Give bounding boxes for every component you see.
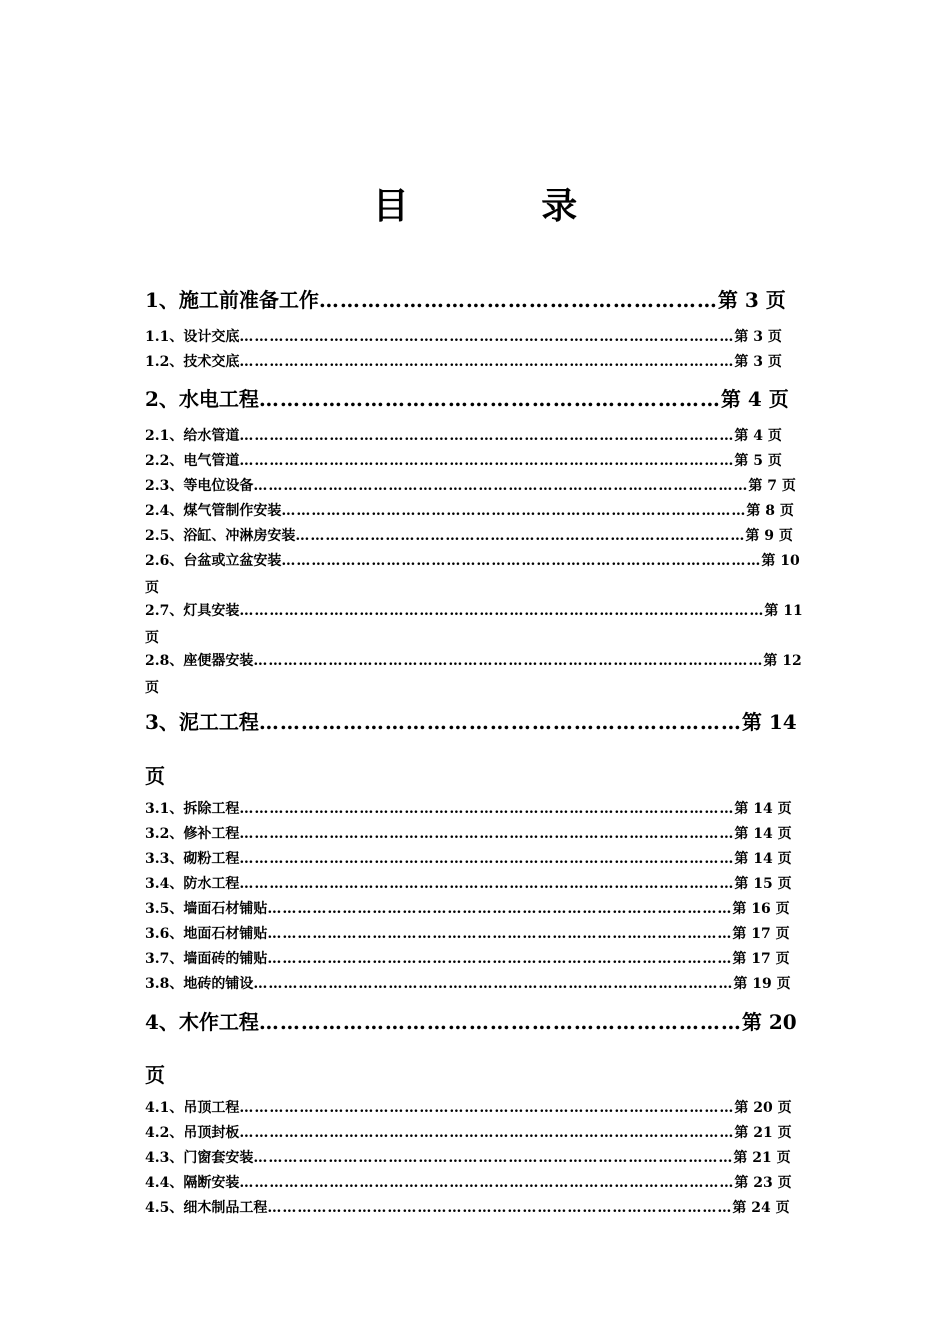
toc-entry-page-wrap: 页 — [145, 630, 159, 646]
toc-entry[interactable] — [145, 525, 800, 547]
toc-entry-page: 第 7 页 — [748, 478, 796, 494]
toc-entry-page: 第 14 页 — [734, 851, 792, 867]
dot-leader: ……………………………………………………………………………………… — [239, 826, 735, 842]
toc-entry-page: 第 21 页 — [733, 1150, 791, 1166]
toc-entry-label: 3.1、拆除工程 — [145, 801, 240, 817]
toc-entry-page: 第 17 页 — [732, 926, 790, 942]
toc-entry-label: 3.7、墙面砖的铺贴 — [145, 951, 268, 967]
toc-entry[interactable] — [145, 898, 800, 920]
toc-entry-page: 第 17 页 — [732, 951, 790, 967]
toc-entry-label: 2.5、浴缸、冲淋房安装 — [145, 528, 296, 544]
toc-entry-label: 4、木作工程 — [145, 1010, 259, 1034]
toc-entry-page: 第 9 页 — [745, 528, 793, 544]
toc-entry-page-wrap: 页 — [145, 580, 159, 596]
toc-entry-label: 3.6、地面石材铺贴 — [145, 926, 268, 942]
toc-entry-label: 2.2、电气管道 — [145, 453, 240, 469]
dot-leader: ……………………………………………………………………………………… — [239, 354, 735, 370]
toc-entry-page: 第 3 页 — [717, 288, 786, 312]
toc-entry-label: 1、施工前准备工作 — [145, 288, 319, 312]
dot-leader: ……………………………………………………………………………………… — [239, 801, 735, 817]
toc-entry[interactable] — [145, 550, 807, 572]
toc-entry-label: 2.3、等电位设备 — [145, 478, 254, 494]
toc-entry[interactable] — [145, 1097, 800, 1119]
dot-leader: ……………………………………………………………………………………… — [239, 1100, 735, 1116]
toc-entry-label: 2、水电工程 — [145, 387, 259, 411]
toc-entry-page: 第 20 — [741, 1010, 797, 1034]
dot-leader: ……………………………………………………………………………………… — [253, 478, 749, 494]
toc-entry-page: 第 3 页 — [734, 354, 782, 370]
toc-entry-label: 4.4、隔断安装 — [145, 1175, 240, 1191]
toc-entry[interactable] — [145, 948, 800, 970]
toc-entry-page: 第 21 页 — [734, 1125, 792, 1141]
toc-entry[interactable] — [145, 285, 800, 315]
toc-entry[interactable] — [145, 1172, 800, 1194]
dot-leader: ………………………………………………………… — [258, 387, 721, 411]
dot-leader: …………………………………………………………………………………… — [281, 553, 762, 569]
toc-entry-page-wrap: 页 — [145, 680, 159, 696]
toc-entry-label: 3.8、地砖的铺设 — [145, 976, 254, 992]
dot-leader: ……………………………………………………………………………………… — [239, 876, 735, 892]
toc-entry-page: 第 14 — [741, 710, 797, 734]
toc-entry-page: 第 3 页 — [734, 329, 782, 345]
toc-entry-page: 第 24 页 — [732, 1200, 790, 1216]
toc-entry-label: 3、泥工工程 — [145, 710, 259, 734]
toc-entry-label: 2.4、煤气管制作安装 — [145, 503, 282, 519]
toc-entry-page: 第 19 页 — [733, 976, 791, 992]
toc-entry[interactable] — [145, 1007, 807, 1037]
toc-entry-label: 3.4、防水工程 — [145, 876, 240, 892]
toc-entry[interactable] — [145, 1197, 800, 1219]
toc-entry-label: 3.3、砌粉工程 — [145, 851, 240, 867]
toc-entry-page: 第 11 — [764, 603, 803, 619]
dot-leader: ………………………………………………… — [318, 288, 718, 312]
toc-entry[interactable] — [145, 425, 800, 447]
dot-leader: …………………………………………………………………………………… — [253, 1150, 734, 1166]
toc-entry-label: 3.2、修补工程 — [145, 826, 240, 842]
toc-entry[interactable] — [145, 973, 800, 995]
toc-entry-page: 第 14 页 — [734, 826, 792, 842]
toc-entry[interactable] — [145, 650, 807, 672]
toc-entry[interactable] — [145, 450, 800, 472]
toc-entry[interactable] — [145, 823, 800, 845]
toc-entry-page: 第 4 页 — [720, 387, 789, 411]
dot-leader: ……………………………………………………………………………………… — [239, 1125, 735, 1141]
toc-entry[interactable] — [145, 707, 807, 737]
toc-entry-label: 3.5、墙面石材铺贴 — [145, 901, 268, 917]
toc-entry[interactable] — [145, 848, 800, 870]
dot-leader: ……………………………………………………………………………… — [295, 528, 746, 544]
toc-entry[interactable] — [145, 326, 800, 348]
toc-entry[interactable] — [145, 1122, 800, 1144]
toc-entry[interactable] — [145, 923, 800, 945]
toc-entry-label: 1.1、设计交底 — [145, 329, 240, 345]
toc-entry-page: 第 14 页 — [734, 801, 792, 817]
dot-leader: ……………………………………………………………………………………… — [239, 453, 735, 469]
toc-entry-label: 2.6、台盆或立盆安装 — [145, 553, 282, 569]
toc-entry-label: 2.1、给水管道 — [145, 428, 240, 444]
toc-entry-page: 第 10 — [761, 553, 800, 569]
dot-leader: ………………………………………………………………………………… — [281, 503, 747, 519]
toc-entry[interactable] — [145, 475, 800, 497]
toc-entry[interactable] — [145, 600, 807, 622]
page-title: 目 录 — [372, 185, 638, 227]
toc-entry-page: 第 23 页 — [734, 1175, 792, 1191]
dot-leader: ……………………………………………………………………………………… — [239, 851, 735, 867]
toc-entry-page: 第 12 — [763, 653, 802, 669]
toc-entry-label: 1.2、技术交底 — [145, 354, 240, 370]
toc-entry-label: 4.5、细木制品工程 — [145, 1200, 268, 1216]
dot-leader: ………………………………………………………………………………… — [267, 901, 733, 917]
dot-leader: …………………………………………………………… — [258, 710, 742, 734]
dot-leader: …………………………………………………………………………………………… — [239, 603, 765, 619]
dot-leader: …………………………………………………………………………………… — [253, 976, 734, 992]
toc-entry-label: 4.2、吊顶封板 — [145, 1125, 240, 1141]
toc-entry-page: 第 5 页 — [734, 453, 782, 469]
dot-leader: ………………………………………………………………………………… — [267, 1200, 733, 1216]
dot-leader: ……………………………………………………………………………………… — [239, 428, 735, 444]
toc-entry[interactable] — [145, 1147, 800, 1169]
toc-entry-label: 2.8、座便器安装 — [145, 653, 254, 669]
dot-leader: ………………………………………………………………………………… — [267, 926, 733, 942]
toc-entry[interactable] — [145, 384, 800, 414]
dot-leader: …………………………………………………………… — [258, 1010, 742, 1034]
toc-entry-page: 第 20 页 — [734, 1100, 792, 1116]
toc-entry-page: 第 15 页 — [734, 876, 792, 892]
dot-leader: ………………………………………………………………………………… — [267, 951, 733, 967]
toc-entry[interactable] — [145, 351, 800, 373]
toc-entry-page-wrap: 页 — [145, 1063, 165, 1087]
dot-leader: ……………………………………………………………………………………… — [239, 329, 735, 345]
toc-entry-label: 4.3、门窗套安装 — [145, 1150, 254, 1166]
toc-entry[interactable] — [145, 798, 800, 820]
toc-entry[interactable] — [145, 500, 800, 522]
toc-entry-label: 4.1、吊顶工程 — [145, 1100, 240, 1116]
toc-entry-page-wrap: 页 — [145, 764, 165, 788]
dot-leader: ………………………………………………………………………………………… — [253, 653, 764, 669]
toc-entry-page: 第 8 页 — [746, 503, 794, 519]
toc-entry[interactable] — [145, 873, 800, 895]
toc-entry-label: 2.7、灯具安装 — [145, 603, 240, 619]
toc-entry-page: 第 4 页 — [734, 428, 782, 444]
toc-entry-page: 第 16 页 — [732, 901, 790, 917]
dot-leader: ……………………………………………………………………………………… — [239, 1175, 735, 1191]
